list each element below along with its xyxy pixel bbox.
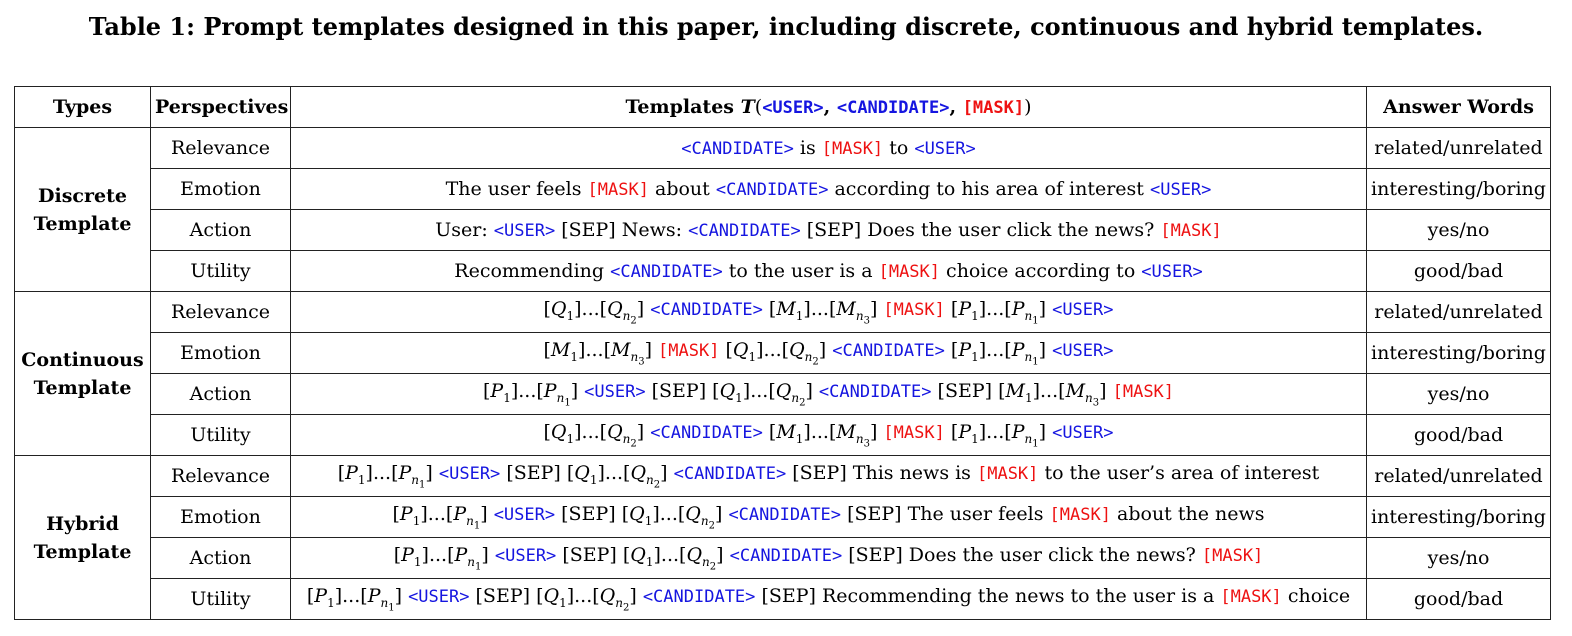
template-cell — [291, 128, 1367, 169]
template-text: [SEP] — [469, 584, 537, 607]
p-soft-prompt: $[P_1]...[P_{n_1}]$ — [950, 297, 1047, 327]
user-token: <USER> — [494, 545, 557, 566]
template-text: [SEP] — [500, 461, 567, 484]
candidate-token: <CANDIDATE> — [688, 221, 801, 241]
answer-words-cell: good/bad — [1367, 579, 1551, 620]
template-cell — [291, 292, 1367, 333]
perspective-cell: Utility — [151, 415, 291, 456]
table-row — [15, 128, 1551, 169]
candidate-token: <CANDIDATE> — [729, 545, 843, 566]
type-cell — [15, 456, 151, 620]
type-label-line2: Template — [33, 212, 132, 235]
q-soft-prompt: $[Q_1]...[Q_{n_2}]$ — [543, 297, 645, 327]
answer-words-cell: good/bad — [1367, 415, 1551, 456]
answer-words-cell: yes/no — [1367, 374, 1551, 415]
template-text — [945, 421, 951, 443]
q-soft-prompt: $[Q_1]...[Q_{n_2}]$ — [566, 461, 668, 491]
user-token: <USER> — [1149, 180, 1212, 200]
user-token: <USER> — [1052, 299, 1114, 320]
header-candidate-token: <CANDIDATE> — [836, 98, 950, 118]
q-soft-prompt: $[Q_1]...[Q_{n_2}]$ — [622, 543, 724, 573]
template-text: about the news — [1110, 502, 1265, 525]
m-soft-prompt: $[M_1]...[M_{n_3}]$ — [768, 297, 878, 327]
header-close-paren: ) — [1024, 96, 1032, 118]
mask-token: [MASK] — [1112, 381, 1175, 402]
candidate-token: <CANDIDATE> — [715, 180, 829, 200]
template-text: [SEP] Does the user click the news? — [842, 543, 1202, 566]
candidate-token: <CANDIDATE> — [728, 504, 842, 525]
header-perspectives: Perspectives — [151, 87, 291, 128]
table-row — [15, 415, 1551, 456]
mask-token: [MASK] — [1049, 504, 1111, 525]
p-soft-prompt: $[P_1]...[P_{n_1}]$ — [306, 584, 403, 614]
candidate-token: <CANDIDATE> — [650, 422, 763, 443]
type-label-line2: Template — [33, 376, 132, 399]
perspective-cell: Action — [151, 374, 291, 415]
table-row — [15, 374, 1551, 415]
user-token: <USER> — [493, 504, 556, 525]
type-label-line2: Template — [33, 540, 132, 563]
template-cell — [291, 497, 1367, 538]
m-soft-prompt: $[M_1]...[M_{n_3}]$ — [543, 338, 652, 368]
perspective-cell: Relevance — [151, 128, 291, 169]
table-row — [15, 292, 1551, 333]
candidate-token: <CANDIDATE> — [673, 463, 787, 484]
template-text: choice according to — [940, 260, 1142, 282]
template-text: is — [793, 137, 822, 159]
table-row — [15, 169, 1551, 210]
answer-words-cell: good/bad — [1367, 251, 1551, 292]
type-cell — [15, 128, 151, 292]
header-comma-2: , — [949, 96, 963, 118]
template-text: [SEP] This news is — [786, 461, 977, 484]
m-soft-prompt: $[M_1]...[M_{n_3}]$ — [768, 420, 878, 450]
p-soft-prompt: $[P_1]...[P_{n_1}]$ — [482, 379, 579, 409]
template-text — [945, 298, 951, 320]
template-text: The user feels — [445, 178, 588, 200]
template-cell — [291, 538, 1367, 579]
template-text: [SEP] — [555, 502, 622, 525]
mask-token: [MASK] — [1160, 221, 1222, 241]
header-user-token: <USER> — [762, 98, 824, 118]
user-token: <USER> — [914, 139, 976, 159]
header-templates — [291, 87, 1367, 128]
p-soft-prompt: $[P_1]...[P_{n_1}]$ — [950, 420, 1047, 450]
template-cell — [291, 251, 1367, 292]
prompt-templates-table — [14, 86, 1551, 620]
template-text — [945, 339, 951, 361]
template-text: choice — [1281, 584, 1351, 607]
answer-words-cell: yes/no — [1367, 210, 1551, 251]
q-soft-prompt: $[Q_1]...[Q_{n_2}]$ — [621, 502, 723, 532]
perspective-cell: Relevance — [151, 292, 291, 333]
table-caption: Table 1: Prompt templates designed in this paper, including discrete, continuous and hybrid templates. — [88, 12, 1484, 41]
user-token: <USER> — [1052, 422, 1114, 443]
template-text: to the user’s area of interest — [1038, 461, 1320, 484]
mask-token: [MASK] — [587, 180, 649, 200]
answer-words-cell: interesting/boring — [1367, 333, 1551, 374]
m-soft-prompt: $[M_1]...[M_{n_3}]$ — [998, 379, 1107, 409]
template-text: [SEP] — [556, 543, 623, 566]
header-comma-1: , — [823, 96, 837, 118]
user-token: <USER> — [493, 221, 556, 241]
template-cell — [291, 456, 1367, 497]
header-open-paren: ( — [754, 96, 763, 118]
header-types: Types — [15, 87, 151, 128]
q-soft-prompt: $[Q_1]...[Q_{n_2}]$ — [725, 338, 827, 368]
mask-token: [MASK] — [821, 139, 884, 159]
q-soft-prompt: $[Q_1]...[Q_{n_2}]$ — [536, 584, 637, 614]
table-row — [15, 497, 1551, 538]
mask-token: [MASK] — [658, 340, 720, 361]
template-text — [719, 339, 725, 361]
mask-token: [MASK] — [883, 299, 945, 320]
template-text: Recommending — [454, 260, 611, 282]
template-text: [SEP] Recommending the news to the user is a — [755, 584, 1221, 607]
mask-token: [MASK] — [883, 422, 945, 443]
user-token: <USER> — [438, 463, 501, 484]
p-soft-prompt: $[P_1]...[P_{n_1}]$ — [393, 543, 489, 573]
table-row — [15, 333, 1551, 374]
perspective-cell: Utility — [151, 579, 291, 620]
template-text: to the user is a — [722, 260, 879, 282]
template-text: User: — [435, 219, 494, 241]
template-cell — [291, 333, 1367, 374]
table-row — [15, 456, 1551, 497]
answer-words-cell: related/unrelated — [1367, 128, 1551, 169]
template-cell — [291, 210, 1367, 251]
q-soft-prompt: $[Q_1]...[Q_{n_2}]$ — [712, 379, 813, 409]
template-text — [763, 298, 769, 320]
perspective-cell: Action — [151, 538, 291, 579]
type-cell — [15, 292, 151, 456]
mask-token: [MASK] — [878, 262, 941, 282]
table-header-row — [15, 87, 1551, 128]
table-row — [15, 579, 1551, 620]
user-token: <USER> — [1052, 340, 1114, 361]
mask-token: [MASK] — [1201, 545, 1264, 566]
table-row — [15, 251, 1551, 292]
candidate-token: <CANDIDATE> — [650, 299, 763, 320]
mask-token: [MASK] — [1220, 586, 1282, 607]
candidate-token: <CANDIDATE> — [681, 139, 794, 159]
template-text: about — [648, 178, 716, 200]
template-cell — [291, 169, 1367, 210]
p-soft-prompt: $[P_1]...[P_{n_1}]$ — [337, 461, 433, 491]
perspective-cell: Relevance — [151, 456, 291, 497]
answer-words-cell: related/unrelated — [1367, 456, 1551, 497]
candidate-token: <CANDIDATE> — [642, 586, 756, 607]
candidate-token: <CANDIDATE> — [610, 262, 723, 282]
perspective-cell: Emotion — [151, 333, 291, 374]
template-text: [SEP] The user feels — [841, 502, 1050, 525]
perspective-cell: Action — [151, 210, 291, 251]
answer-words-cell: interesting/boring — [1367, 497, 1551, 538]
template-text: according to his area of interest — [828, 178, 1150, 200]
template-cell — [291, 579, 1367, 620]
answer-words-cell: related/unrelated — [1367, 292, 1551, 333]
template-text: [SEP] — [645, 379, 713, 402]
candidate-token: <CANDIDATE> — [818, 381, 932, 402]
candidate-token: <CANDIDATE> — [832, 340, 945, 361]
answer-words-cell: interesting/boring — [1367, 169, 1551, 210]
template-cell — [291, 374, 1367, 415]
answer-words-cell: yes/no — [1367, 538, 1551, 579]
header-answer-words: Answer Words — [1367, 87, 1551, 128]
template-text — [763, 421, 769, 443]
perspective-cell: Utility — [151, 251, 291, 292]
type-label-line1: Continuous — [21, 348, 144, 371]
header-templates-prefix: Templates — [625, 96, 741, 118]
type-label-line1: Hybrid — [46, 512, 119, 535]
mask-token: [MASK] — [976, 463, 1039, 484]
p-soft-prompt: $[P_1]...[P_{n_1}]$ — [950, 338, 1047, 368]
perspective-cell: Emotion — [151, 497, 291, 538]
table-body — [15, 128, 1551, 620]
q-soft-prompt: $[Q_1]...[Q_{n_2}]$ — [543, 420, 645, 450]
header-templates-t: T — [740, 96, 755, 118]
template-text: [SEP] Does the user click the news? — [800, 219, 1161, 241]
perspective-cell: Emotion — [151, 169, 291, 210]
type-label-line1: Discrete — [38, 184, 127, 207]
template-text: to — [883, 137, 915, 159]
header-mask-token: [MASK] — [962, 98, 1025, 118]
template-text: [SEP] News: — [555, 219, 689, 241]
user-token: <USER> — [408, 586, 470, 607]
template-text: [SEP] — [931, 379, 999, 402]
user-token: <USER> — [1141, 262, 1203, 282]
template-cell — [291, 415, 1367, 456]
table-row — [15, 210, 1551, 251]
p-soft-prompt: $[P_1]...[P_{n_1}]$ — [392, 502, 488, 532]
user-token: <USER> — [584, 381, 646, 402]
table-row — [15, 538, 1551, 579]
